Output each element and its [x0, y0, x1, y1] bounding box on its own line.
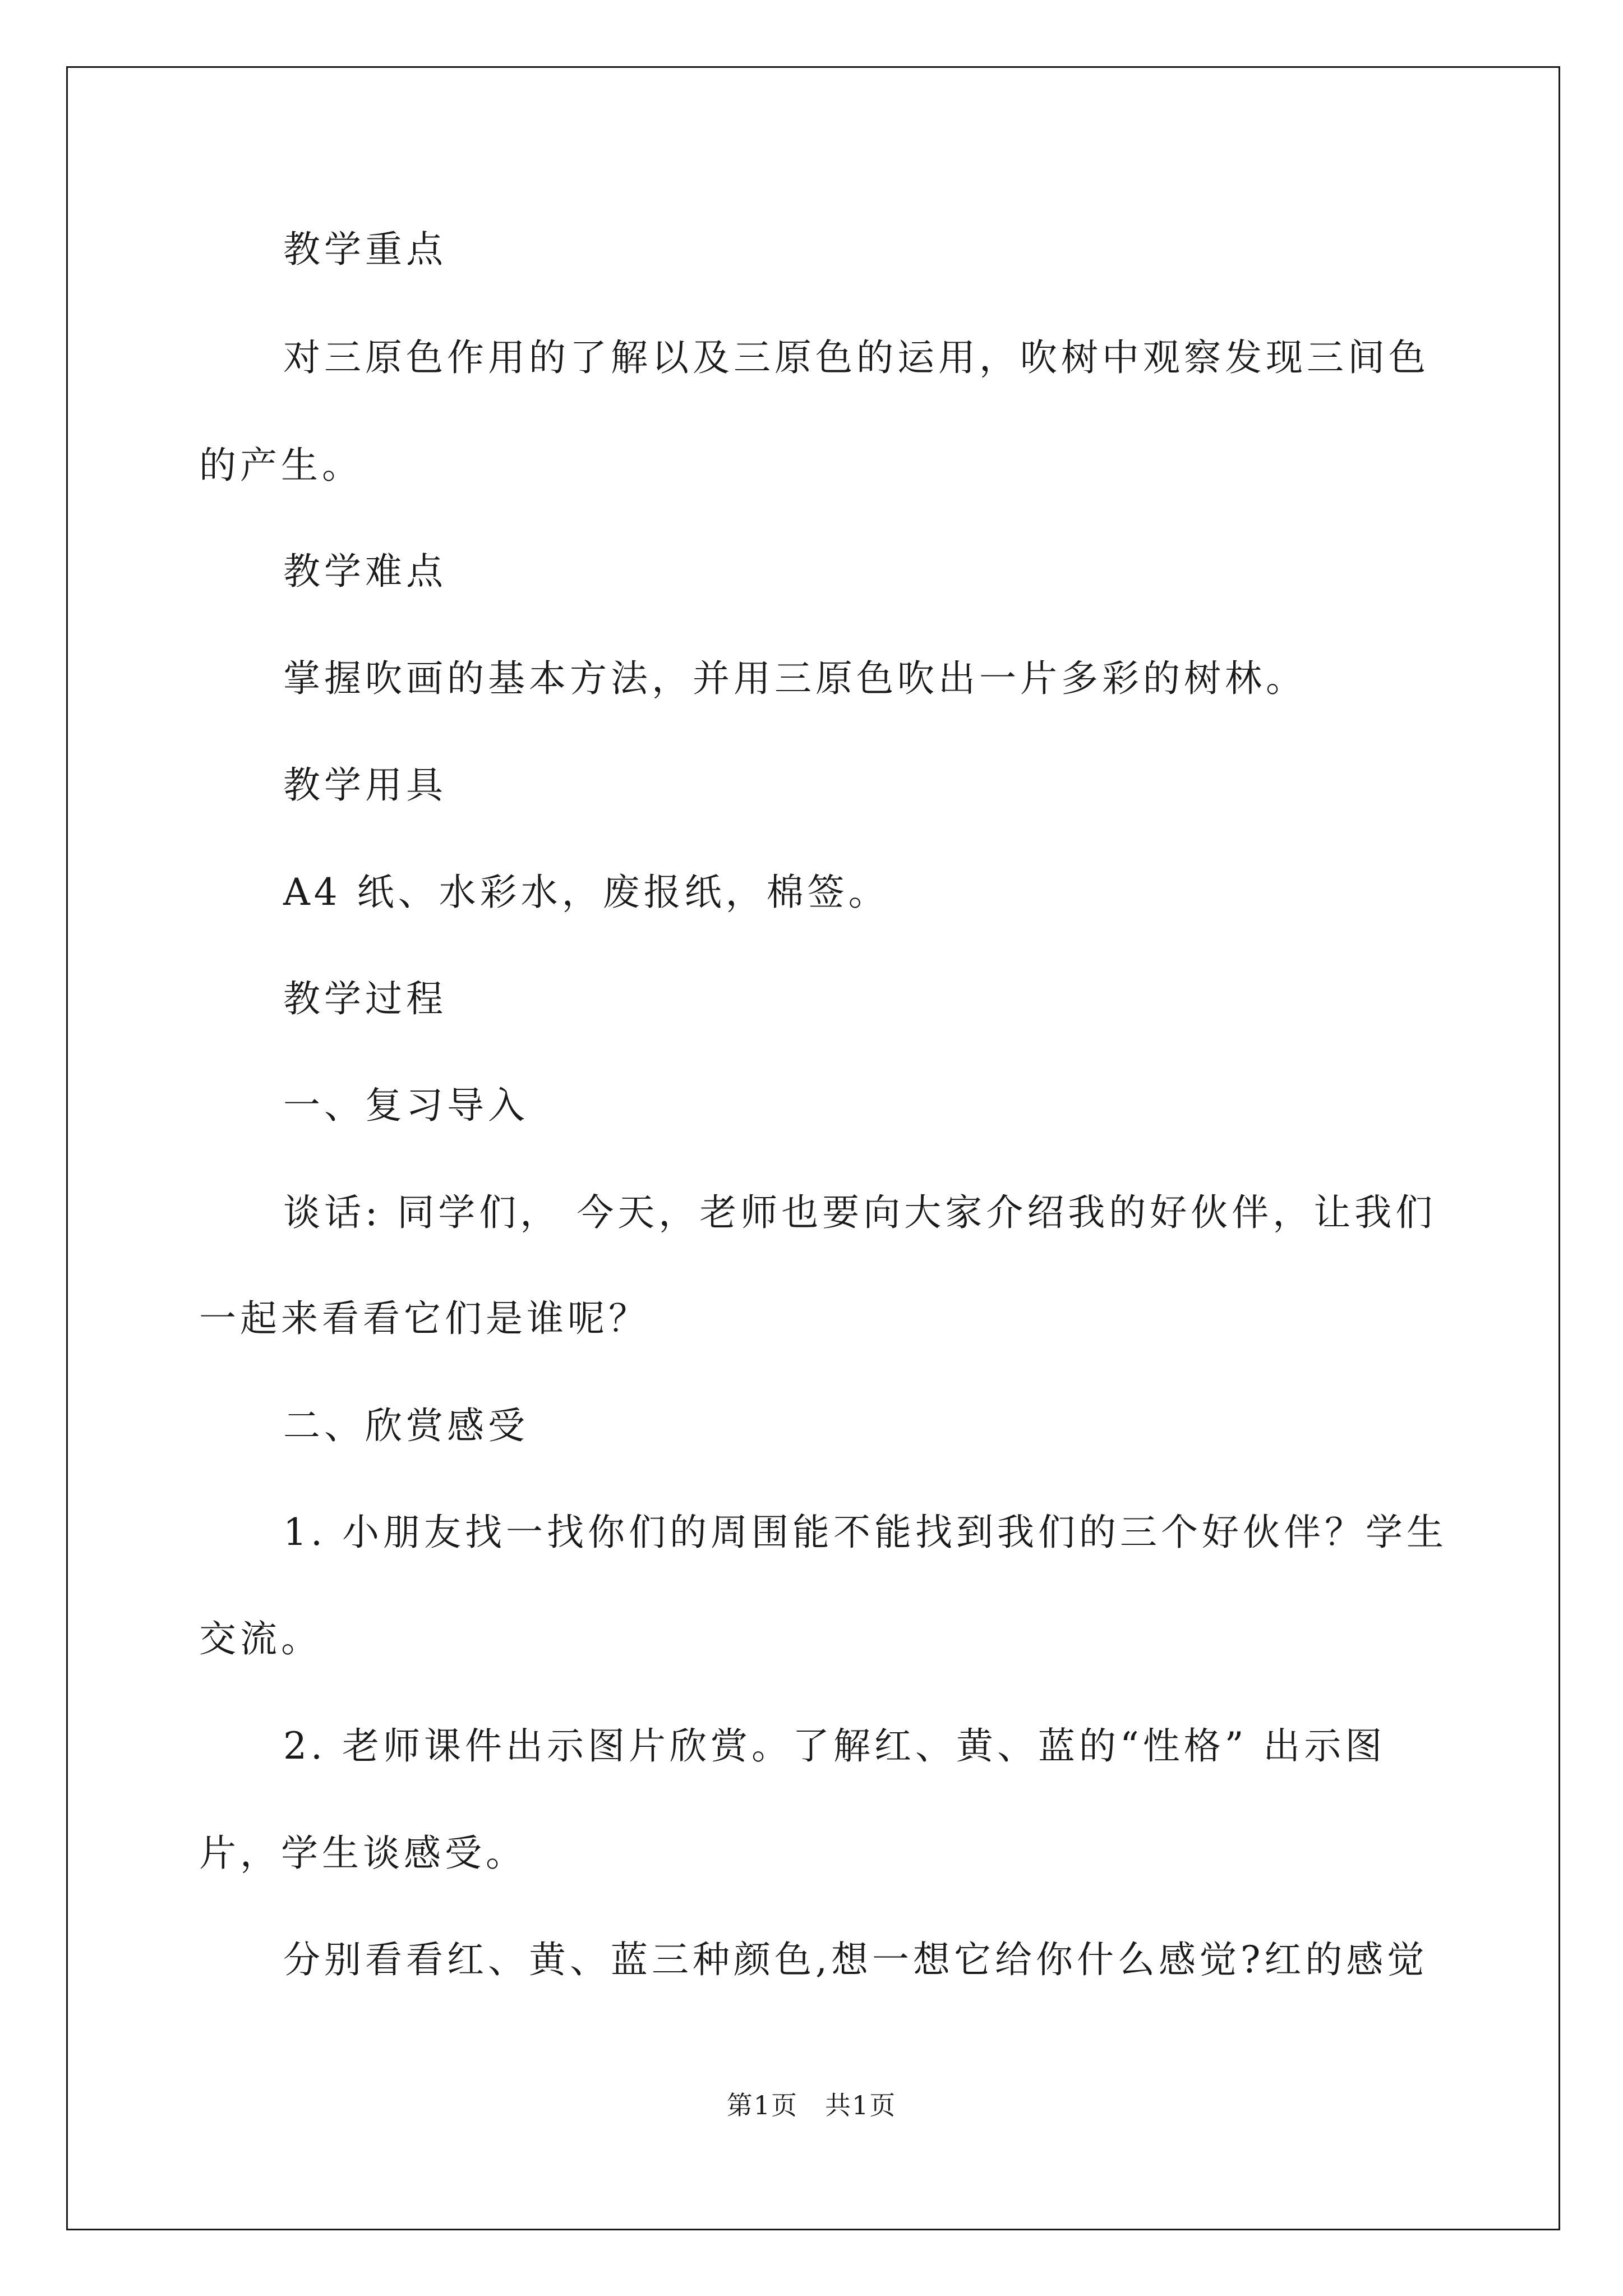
paragraph-line: 片，学生谈感受。 — [199, 1832, 527, 1875]
paragraph-line: 分别看看红、黄、蓝三种颜色,想一想它给你什么感觉?红的感觉 — [283, 1938, 1428, 1981]
paragraph-line: A4 纸、水彩水，废报纸，棉签。 — [283, 871, 889, 914]
section-heading-appreciation: 二、欣赏感受 — [283, 1404, 529, 1447]
paragraph-line: 对三原色作用的了解以及三原色的运用，吹树中观察发现三间色 — [283, 336, 1430, 379]
heading-teaching-tools: 教学用具 — [283, 763, 447, 807]
paragraph-line: 掌握吹画的基本方法，并用三原色吹出一片多彩的树林。 — [283, 657, 1307, 700]
page-footer — [0, 2088, 1623, 2122]
paragraph-line: 交流。 — [199, 1617, 322, 1660]
heading-teaching-process: 教学过程 — [283, 977, 447, 1020]
paragraph-line: 2. 老师课件出示图片欣赏。了解红、黄、蓝的“性格” 出示图 — [283, 1724, 1386, 1768]
paragraph-line: 1. 小朋友找一找你们的周围能不能找到我们的三个好伙伴？学生 — [283, 1511, 1447, 1554]
heading-teaching-focus: 教学重点 — [283, 228, 447, 271]
heading-teaching-difficulty: 教学难点 — [283, 550, 447, 593]
paragraph-line: 的产生。 — [199, 444, 363, 487]
page-total: 共1页 — [825, 2090, 897, 2120]
page-border — [66, 66, 1560, 2230]
page-number: 第1页 — [726, 2090, 798, 2120]
section-heading-review: 一、复习导入 — [283, 1084, 529, 1127]
paragraph-line: 一起来看看它们是谁呢？ — [199, 1297, 649, 1340]
paragraph-line: 谈话: 同学们， 今天，老师也要向大家介绍我的好伙伴，让我们 — [283, 1191, 1437, 1234]
